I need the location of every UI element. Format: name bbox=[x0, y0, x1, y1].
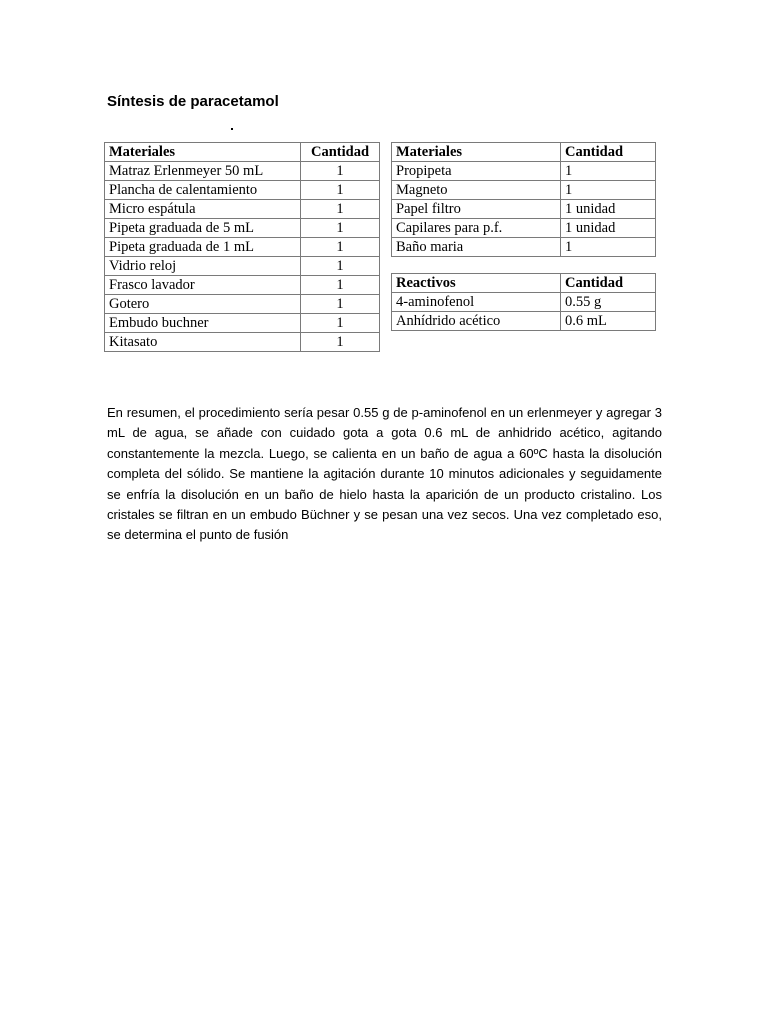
material-cell: Micro espátula bbox=[105, 200, 301, 219]
quantity-cell: 0.6 mL bbox=[561, 312, 656, 331]
quantity-cell: 1 bbox=[301, 295, 380, 314]
table-row bbox=[392, 200, 656, 219]
table-row bbox=[392, 312, 656, 331]
table-row bbox=[105, 238, 380, 257]
material-cell: Capilares para p.f. bbox=[392, 219, 561, 238]
material-cell: Baño maria bbox=[392, 238, 561, 257]
column-header: Cantidad bbox=[301, 143, 380, 162]
table-row bbox=[392, 293, 656, 312]
material-cell: Frasco lavador bbox=[105, 276, 301, 295]
quantity-cell: 1 bbox=[301, 162, 380, 181]
table-header-row bbox=[392, 143, 656, 162]
table-row bbox=[392, 162, 656, 181]
quantity-cell: 1 bbox=[301, 219, 380, 238]
quantity-cell: 1 bbox=[301, 238, 380, 257]
table-row bbox=[392, 238, 656, 257]
table-row bbox=[105, 295, 380, 314]
material-cell: Matraz Erlenmeyer 50 mL bbox=[105, 162, 301, 181]
table-row bbox=[105, 181, 380, 200]
quantity-cell: 1 bbox=[301, 181, 380, 200]
material-cell: Magneto bbox=[392, 181, 561, 200]
column-header: Cantidad bbox=[561, 143, 656, 162]
quantity-cell: 1 bbox=[301, 276, 380, 295]
table-row bbox=[105, 200, 380, 219]
material-cell: Embudo buchner bbox=[105, 314, 301, 333]
table-row bbox=[105, 314, 380, 333]
materials-table-1 bbox=[104, 142, 380, 352]
material-cell: Gotero bbox=[105, 295, 301, 314]
material-cell: Pipeta graduada de 1 mL bbox=[105, 238, 301, 257]
quantity-cell: 1 bbox=[561, 181, 656, 200]
material-cell: Propipeta bbox=[392, 162, 561, 181]
column-header: Reactivos bbox=[392, 274, 561, 293]
quantity-cell: 1 bbox=[301, 257, 380, 276]
material-cell: Vidrio reloj bbox=[105, 257, 301, 276]
quantity-cell: 0.55 g bbox=[561, 293, 656, 312]
summary-paragraph: En resumen, el procedimiento sería pesar 0.55 g de p-aminofenol en un erlenmeyer y agregar 3 mL de agua, se añade con cuidado gota a gota 0.6 mL de anhidrido acético, agitando constantemente la mezcla. Luego, se calienta en un baño de agua a 60ºC hasta la disolución completa del sólido. Se mantiene la agitación durante 10 minutos adicionales y seguidamente se enfría la disolución en un baño de hielo hasta la aparición de un producto cristalino. Los cristales se filtran en un embudo Büchner y se pesan una vez secos. Una vez completado eso, se determina el punto de fusión bbox=[107, 405, 662, 543]
reagent-cell: Anhídrido acético bbox=[392, 312, 561, 331]
table-row bbox=[105, 276, 380, 295]
table-row bbox=[105, 219, 380, 238]
material-cell: Kitasato bbox=[105, 333, 301, 352]
document-title: Síntesis de paracetamol bbox=[107, 93, 279, 110]
table-row bbox=[105, 162, 380, 181]
material-cell: Pipeta graduada de 5 mL bbox=[105, 219, 301, 238]
quantity-cell: 1 bbox=[301, 333, 380, 352]
reagents-table bbox=[391, 273, 656, 331]
table-row bbox=[105, 333, 380, 352]
table-header-row bbox=[105, 143, 380, 162]
quantity-cell: 1 bbox=[301, 314, 380, 333]
quantity-cell: 1 bbox=[301, 200, 380, 219]
column-header: Materiales bbox=[392, 143, 561, 162]
reagent-cell: 4-aminofenol bbox=[392, 293, 561, 312]
column-header: Cantidad bbox=[561, 274, 656, 293]
table-header-row bbox=[392, 274, 656, 293]
quantity-cell: 1 bbox=[561, 238, 656, 257]
quantity-cell: 1 bbox=[561, 162, 656, 181]
quantity-cell: 1 unidad bbox=[561, 219, 656, 238]
table-row bbox=[392, 181, 656, 200]
table-row bbox=[392, 219, 656, 238]
material-cell: Plancha de calentamiento bbox=[105, 181, 301, 200]
material-cell: Papel filtro bbox=[392, 200, 561, 219]
quantity-cell: 1 unidad bbox=[561, 200, 656, 219]
materials-table-2 bbox=[391, 142, 656, 257]
table-row bbox=[105, 257, 380, 276]
column-header: Materiales bbox=[105, 143, 301, 162]
stray-dot bbox=[231, 128, 233, 130]
